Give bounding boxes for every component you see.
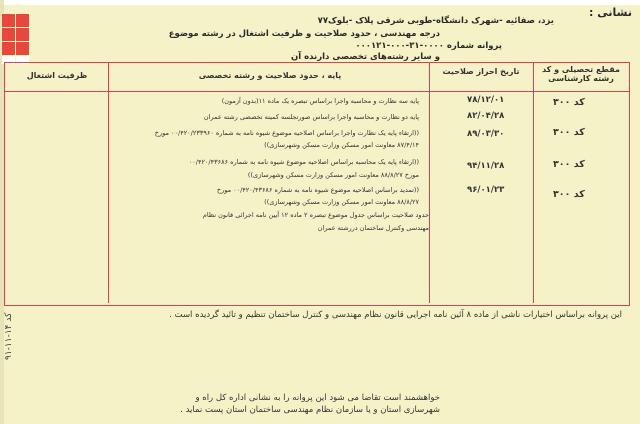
license-line: پروانه شماره ۰۰۰۰-۳۱-۰۰۰-۰۰۰۱۲۱ [355,41,502,51]
header-divider [5,91,629,92]
row4-line1: ((تمدید براساس اصلاحیه موضوع شیوه نامه به شماره ۰۰/۴۲۰/۴۳۶۸۶ مورخ [216,186,419,194]
row4-line2: ۸۸/۸/۲۷ معاونت امور مسکن وزارت مسکن وشهرسازی)) [264,198,419,206]
row3-grade: کد ۳۰۰ [553,159,585,170]
row4-line3: حدود صلاحیت براساس جدول موضوع تبصره ۲ ماده ۱۲ آیین نامه اجرائی قانون نظام [202,211,429,219]
row3-date1: ۹۴/۱۱/۲۸ [467,161,505,171]
footer-approval-line: این پروانه براساس اختیارات ناشی از ماده ۸ آئین نامه اجرایی قانون نظام مهندسی و کنترل ساختمان تنظیم و تائید گردیده است . [169,310,622,320]
row3-line1: ((ارتقاء پایه یک محاسبه براساس اصلاحیه موضوع شیوه نامه به شماره ۰۰/۴۲۰/۴۳۶۸۶ [188,158,419,166]
address-label: نشانی : [589,6,632,19]
other-fields-line: و سایر رشته‌های تخصصی دارنده آن [291,52,440,62]
side-code: ۹۱-۱۱-۱۴ کد [4,312,14,360]
corner-logo [2,14,30,66]
grade-line: درجه مهندسی ، حدود صلاحیت و ظرفیت اشتغال در رشته موضوع [168,29,440,39]
row2-grade: کد ۳۰۰ [553,127,585,138]
row2-date1: ۸۹/۰۳/۳۰ [467,129,505,139]
row4-grade: کد ۳۰۰ [553,189,585,200]
row1-date1: ۷۸/۱۲/۰۱ [467,95,505,105]
col-header-scope: پایه ، حدود صلاحیت و رشته تخصصی [198,71,342,80]
row4-line4: مهندسی وکنترل ساختمان دررشته عمران [317,224,429,232]
row1-line1: پایه سه نظارت و محاسبه واجرا براساس تبصره یک ماده ۱۱(بدون آزمون) [221,97,419,105]
col-header-section: مقطع تحصیلی و کد رشته کارشناسی [542,65,620,83]
row2-line2: ۸۷/۴/۱۴ معاونت امور مسکن وزارت مسکن وشهرسازی)) [264,141,419,149]
footer-request-line: خواهشمند است تقاضا می شود این پروانه را به نشانی اداره کل راه و [195,393,440,403]
scan-border-top [0,0,640,5]
col-header-capacity: ظرفیت اشتغال [26,71,88,80]
footer-post-line: شهرسازی استان و یا سازمان نظام مهندسی ساختمان استان پست نماید . [180,405,440,415]
col-divider-2 [429,63,430,303]
col-header-date: تاریخ احراز صلاحیت [442,67,520,76]
qualification-table [4,62,630,306]
col-divider-3 [533,63,534,303]
row1-grade: کد ۳۰۰ [553,97,585,108]
row1-line2: پایه دو نظارت و محاسبه واجرا براساس صورتجلسه کمیته تخصصی رشته عمران [203,113,419,121]
address-line: یزد، صفائیه -شهرک دانشگاه-طوبی شرقی پلاک -بلوک۷۷ [317,16,554,26]
row1-date2: ۸۲/۰۴/۲۸ [467,111,505,121]
row2-line1: ((ارتقاء پایه یک نظارت واجرا براساس اصلاحیه موضوع شیوه نامه به شماره ۰۰/۴۲۰/۲۳۳۹۶۰ مورخ [154,129,419,137]
row4-date1: ۹۶/۰۱/۲۳ [467,185,505,195]
col-divider-1 [108,63,109,303]
row3-line2: مورخ ۸۸/۸/۲۷ معاونت امور مسکن وزارت مسکن وشهرسازی)) [247,171,419,179]
